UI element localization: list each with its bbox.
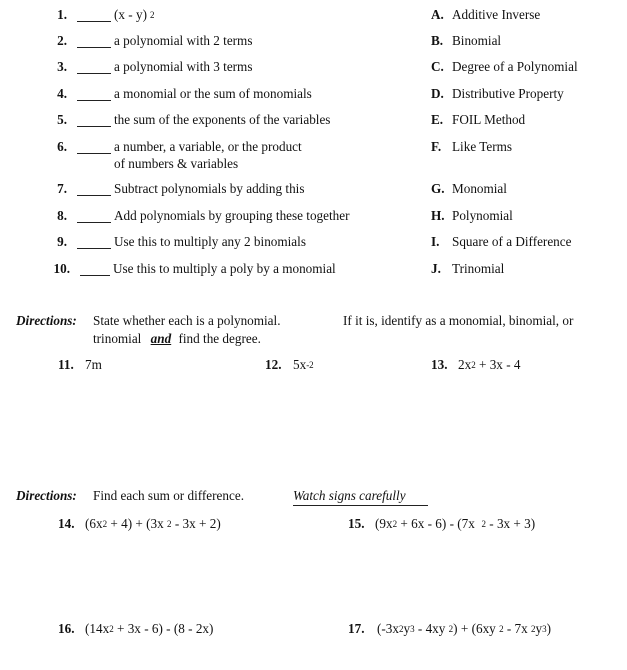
answer-letter: C. xyxy=(431,59,444,74)
answer-blank[interactable] xyxy=(77,114,111,127)
answer-blank[interactable] xyxy=(77,35,111,48)
answer-text: Like Terms xyxy=(452,139,512,154)
answer-text: Square of a Difference xyxy=(452,234,572,249)
problem-12-expression: 5x-2 xyxy=(293,357,314,372)
problem-17-number: 17. xyxy=(348,621,365,636)
matching-item-text: Add polynomials by grouping these together xyxy=(114,208,350,223)
matching-item-text: (x - y) 2 xyxy=(114,7,155,22)
answer-text: Distributive Property xyxy=(452,86,564,101)
directions-find-degree: find the degree. xyxy=(178,331,261,346)
answer-blank[interactable] xyxy=(77,236,111,249)
matching-item-number: 1. xyxy=(57,7,67,22)
problem-11-expression: 7m xyxy=(85,357,102,372)
matching-item-number: 6. xyxy=(57,139,67,154)
problem-13-number: 13. xyxy=(431,357,448,372)
matching-item-number: 8. xyxy=(57,208,67,223)
problem-15-number: 15. xyxy=(348,516,365,531)
answer-letter: G. xyxy=(431,181,445,196)
answer-letter: J. xyxy=(431,261,441,276)
answer-blank[interactable] xyxy=(77,61,111,74)
directions-text-1b: If it is, identify as a monomial, binomial, or xyxy=(343,313,574,328)
answer-text: Degree of a Polynomial xyxy=(452,59,578,74)
answer-blank[interactable] xyxy=(77,210,111,223)
directions-trinomial-word: trinomial xyxy=(93,331,142,346)
directions-label-2: Directions: xyxy=(16,488,77,503)
matching-item-number: 9. xyxy=(57,234,67,249)
matching-item-text: Subtract polynomials by adding this xyxy=(114,181,305,196)
answer-letter: B. xyxy=(431,33,444,48)
problem-11-number: 11. xyxy=(58,357,74,372)
answer-blank[interactable] xyxy=(80,263,110,276)
answer-blank[interactable] xyxy=(77,183,111,196)
problem-14-number: 14. xyxy=(58,516,75,531)
problem-17-expression: (-3x2y3 - 4xy 2) + (6xy 2 - 7x 2y3) xyxy=(377,621,552,636)
answer-blank[interactable] xyxy=(77,9,111,22)
matching-item-text-line2: of numbers & variables xyxy=(114,156,239,171)
matching-item-text: a polynomial with 2 terms xyxy=(114,33,253,48)
matching-item-text: the sum of the exponents of the variables xyxy=(114,112,331,127)
answer-text: Monomial xyxy=(452,181,507,196)
matching-item-text: a monomial or the sum of monomials xyxy=(114,86,312,101)
answer-text: Additive Inverse xyxy=(452,7,541,22)
matching-item-number: 4. xyxy=(57,86,67,101)
answer-letter: E. xyxy=(431,112,444,127)
problem-12-number: 12. xyxy=(265,357,282,372)
answer-letter: I. xyxy=(431,234,440,249)
answer-text: Trinomial xyxy=(452,261,505,276)
problem-15-expression: (9x2 + 6x - 6) - (7x 2 - 3x + 3) xyxy=(375,516,536,531)
directions-and-word: and xyxy=(150,331,172,346)
answer-text: Polynomial xyxy=(452,208,513,223)
matching-item-number: 10. xyxy=(53,261,70,276)
answer-letter: D. xyxy=(431,86,444,101)
directions-text-1c xyxy=(93,331,261,347)
problem-16-expression: (14x2 + 3x - 6) - (8 - 2x) xyxy=(85,621,214,636)
answer-text: FOIL Method xyxy=(452,112,526,127)
matching-item-text: Use this to multiply any 2 binomials xyxy=(114,234,306,249)
answer-letter: A. xyxy=(431,7,444,22)
problem-13-expression: 2x2 + 3x - 4 xyxy=(458,357,521,372)
matching-item-number: 5. xyxy=(57,112,67,127)
matching-item-number: 2. xyxy=(57,33,67,48)
answer-letter: H. xyxy=(431,208,445,223)
matching-item-number: 7. xyxy=(57,181,67,196)
answer-blank[interactable] xyxy=(77,141,111,154)
problem-16-number: 16. xyxy=(58,621,75,636)
matching-item-text: a polynomial with 3 terms xyxy=(114,59,253,74)
matching-item-text: Use this to multiply a poly by a monomial xyxy=(113,261,336,276)
directions-text-1a: State whether each is a polynomial. xyxy=(93,313,281,328)
problem-14-expression: (6x2 + 4) + (3x 2 - 3x + 2) xyxy=(85,516,221,531)
matching-item-number: 3. xyxy=(57,59,67,74)
answer-blank[interactable] xyxy=(77,88,111,101)
watch-signs-note: Watch signs carefully xyxy=(293,488,428,506)
answer-text: Binomial xyxy=(452,33,502,48)
answer-letter: F. xyxy=(431,139,442,154)
directions-text-2: Find each sum or difference. xyxy=(93,488,244,503)
directions-label-1: Directions: xyxy=(16,313,77,328)
matching-item-text: a number, a variable, or the product xyxy=(114,139,302,154)
